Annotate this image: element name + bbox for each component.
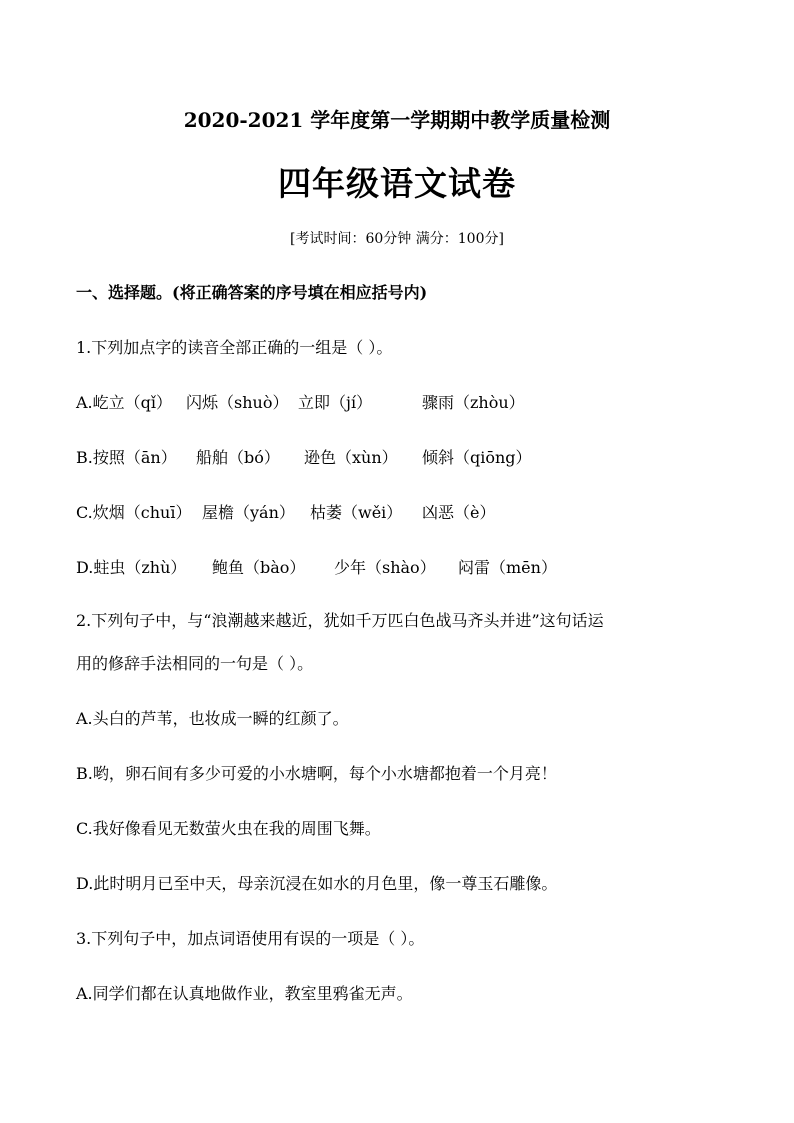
- question-1-option-a: [76, 392, 525, 414]
- option-item: A.屹立（qǐ）: [76, 393, 173, 412]
- question-2-option-c: C.我好像看见无数萤火虫在我的周围飞舞。: [76, 819, 381, 838]
- option-item: 鲍鱼（bào）: [212, 558, 306, 577]
- exam-info: [考试时间：60分钟 满分：100分]: [290, 231, 504, 247]
- question-3-option-a: A.同学们都在认真地做作业，教室里鸦雀无声。: [76, 984, 413, 1003]
- section-heading: 一、选择题。(将正确答案的序号填在相应括号内): [76, 283, 428, 302]
- exam-subtitle: 2020-2021 学年度第一学期期中教学质量检测: [183, 108, 611, 132]
- exam-title: 四年级语文试卷: [278, 164, 516, 203]
- option-item: 闪烁（shuò）: [186, 393, 289, 412]
- question-2-stem-line2: 用的修辞手法相同的一句是（ ）。: [76, 654, 314, 673]
- question-1-option-b: [76, 447, 532, 469]
- question-1-option-c: [76, 502, 495, 524]
- option-item: 逊色（xùn）: [304, 448, 398, 467]
- question-2-option-a: A.头白的芦苇，也妆成一瞬的红颜了。: [76, 709, 349, 728]
- question-2-stem-line1: 2.下列句子中，与“浪潮越来越近，犹如千万匹白色战马齐头并进”这句话运: [76, 611, 604, 630]
- option-item: 枯萎（wěi）: [310, 503, 403, 522]
- question-1-stem: 1.下列加点字的读音全部正确的一组是（ ）。: [76, 338, 393, 357]
- question-2-option-b: B.哟，卵石间有多少可爱的小水塘啊，每个小水塘都抱着一个月亮！: [76, 764, 557, 783]
- question-2-option-d: D.此时明月已至中天，母亲沉浸在如水的月色里，像一尊玉石雕像。: [76, 874, 558, 893]
- option-item: 屋檐（yán）: [202, 503, 295, 522]
- option-item: 凶恶（è）: [422, 503, 496, 522]
- option-item: 立即（jí）: [298, 393, 373, 412]
- option-item: D.蛀虫（zhù）: [76, 558, 187, 577]
- option-item: 骤雨（zhòu）: [422, 393, 525, 412]
- question-1-option-d: [76, 557, 557, 579]
- option-item: C.炊烟（chuī）: [76, 503, 192, 522]
- option-item: 闷雷（mēn）: [458, 558, 557, 577]
- option-item: B.按照（ān）: [76, 448, 177, 467]
- question-3-stem: 3.下列句子中，加点词语使用有误的一项是（ ）。: [76, 929, 425, 948]
- option-item: 船舶（bó）: [196, 448, 280, 467]
- option-item: 倾斜（qiōng）: [422, 448, 532, 467]
- option-item: 少年（shào）: [334, 558, 436, 577]
